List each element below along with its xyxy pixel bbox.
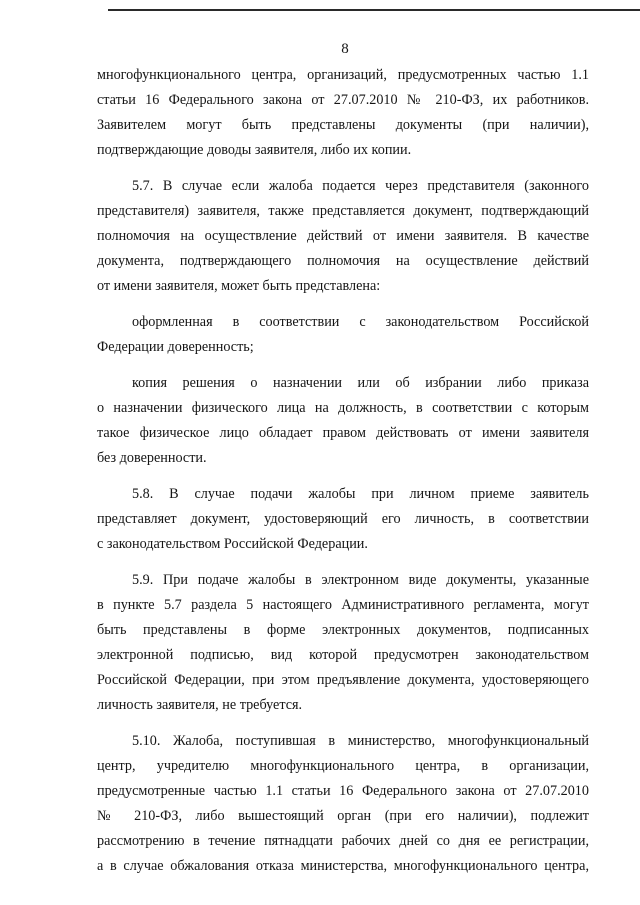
- text-line: полномочия на осуществление действий от имени заявителя. В качестве: [97, 228, 589, 244]
- text-line: предусмотренные частью 1.1 статьи 16 Федерального закона от 27.07.2010: [97, 783, 589, 799]
- text-line: в пункте 5.7 раздела 5 настоящего Административного регламента, могут: [97, 597, 589, 613]
- text-line: 5.7. В случае если жалоба подается через представителя (законного: [132, 178, 589, 194]
- text-line: 5.9. При подаче жалобы в электронном виде документы, указанные: [132, 572, 589, 588]
- paragraph-5-8: [97, 482, 589, 557]
- text-line: с законодательством Российской Федерации.: [97, 536, 368, 552]
- text-line: подтверждающие доводы заявителя, либо их копии.: [97, 142, 412, 158]
- paragraph-decision-copy: [97, 371, 589, 471]
- text-line: копия решения о назначении или об избрании либо приказа: [132, 375, 589, 391]
- paragraph-5-7: [97, 174, 589, 299]
- text-line: такое физическое лицо обладает правом действовать от имени заявителя: [97, 425, 589, 441]
- text-line: о назначении физического лица на должность, в соответствии с которым: [97, 400, 589, 416]
- text-line: документа, подтверждающего полномочия на осуществление действий: [97, 253, 589, 269]
- document-body: [97, 63, 589, 890]
- text-line: без доверенности.: [97, 450, 207, 466]
- text-line: статьи 16 Федерального закона от 27.07.2010 № 210-ФЗ, их работников.: [97, 92, 589, 108]
- text-line: электронной подписью, вид которой предусмотрен законодательством: [97, 647, 589, 663]
- text-line: 5.10. Жалоба, поступившая в министерство, многофункциональный: [132, 733, 589, 749]
- text-line: 5.8. В случае подачи жалобы при личном приеме заявитель: [132, 486, 589, 502]
- page-number: 8: [341, 41, 349, 57]
- text-line: рассмотрению в течение пятнадцати рабочих дней со дня ее регистрации,: [97, 833, 589, 849]
- text-line: Федерации доверенность;: [97, 339, 254, 355]
- paragraph-power-of-attorney: [97, 310, 589, 360]
- text-line: представителя) заявителя, также представляется документ, подтверждающий: [97, 203, 589, 219]
- paragraph-5-9: [97, 568, 589, 718]
- paragraph-5-10: [97, 729, 589, 879]
- text-line: оформленная в соответствии с законодательством Российской: [132, 314, 589, 330]
- text-line: а в случае обжалования отказа министерства, многофункционального центра,: [97, 858, 589, 874]
- top-rule: [108, 9, 640, 11]
- text-line: от имени заявителя, может быть представлена:: [97, 278, 381, 294]
- text-line: многофункционального центра, организаций, предусмотренных частью 1.1: [97, 67, 589, 83]
- paragraph-continuation: [97, 63, 589, 163]
- text-line: центр, учредителю многофункционального центра, в организации,: [97, 758, 589, 774]
- text-line: представляет документ, удостоверяющий его личность, в соответствии: [97, 511, 589, 527]
- text-line: № 210-ФЗ, либо вышестоящий орган (при его наличии), подлежит: [97, 808, 589, 824]
- text-line: быть представлены в форме электронных документов, подписанных: [97, 622, 589, 638]
- text-line: Заявителем могут быть представлены документы (при наличии),: [97, 117, 589, 133]
- text-line: Российской Федерации, при этом предъявление документа, удостоверяющего: [97, 672, 589, 688]
- text-line: личность заявителя, не требуется.: [97, 697, 303, 713]
